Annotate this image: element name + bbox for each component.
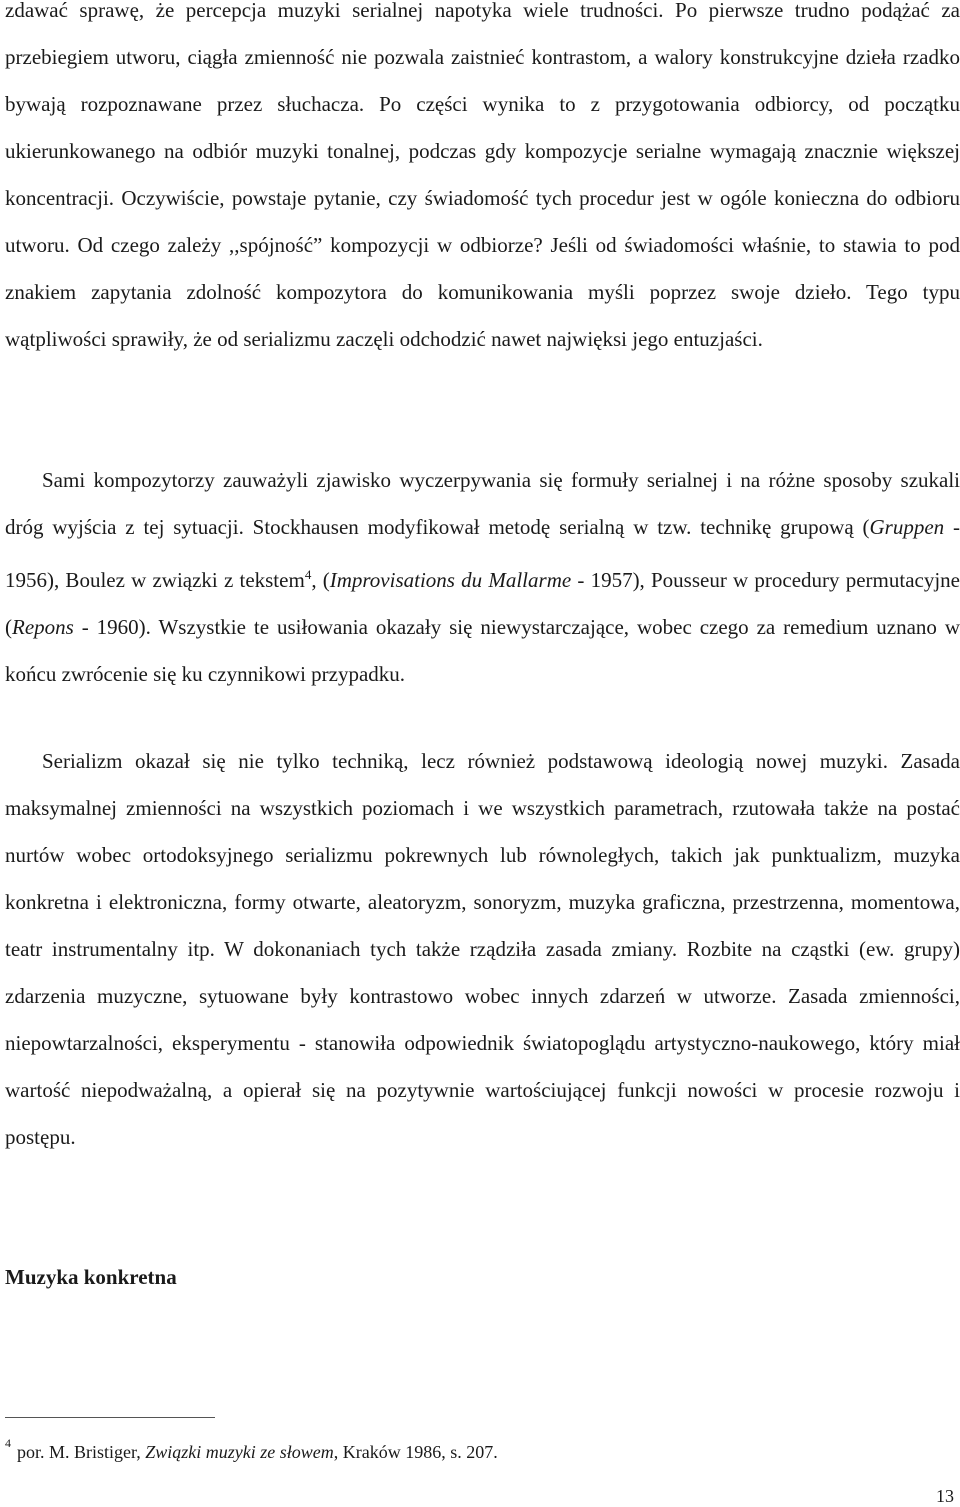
page-number: 13 <box>936 1486 954 1506</box>
body-paragraph-1: zdawać sprawę, że percepcja muzyki serialnej napotyka wiele trudności. Po pierwsze trudno podążać za przebiegiem utworu, ciągła zmienność nie pozwala zaistnieć kontrastom, a walory konstrukcyjne dzieła rzadko bywają rozpoznawane przez słuchacza. Po części wynika to z przygotowania odbiorcy, od początku ukierunkowanego na odbiór muzyki tonalnej, podczas gdy kompozycje serialne wymagają znacznie większej koncentracji. Oczywiście, powstaje pytanie, czy świadomość tych procedur jest w ogóle konieczna do odbioru utworu. Od czego zależy ,,spójność” kompozycji w odbiorze? Jeśli od świadomości właśnie, to stawia to pod znakiem zapytania zdolność kompozytora do komunikowania myśli poprzez swoje dzieło. Tego typu wątpliwości sprawiły, że od serializmu zaczęli odchodzić nawet najwięksi jego entuzjaści. <box>5 0 960 351</box>
footnote-prefix: por. M. Bristiger, <box>17 1442 146 1462</box>
body-paragraph-2 <box>5 457 960 698</box>
footnote-reference: 4 <box>304 567 312 582</box>
work-title-improvisations: Improvisations du Mallarme <box>329 568 572 592</box>
footnote-suffix: , Kraków 1986, s. 207. <box>333 1442 498 1462</box>
footnote-book-title: Związki muzyki ze słowem <box>145 1442 334 1462</box>
paragraph-2-text-a: Sami kompozytorzy zauważyli zjawisko wyczerpywania się formuły serialnej i na różne sposoby szukali dróg wyjścia z tej sytuacji. Stockhausen modyfikował metodę serialną w tzw. technikę grupową ( <box>5 468 960 539</box>
work-title-gruppen: Gruppen <box>869 515 945 539</box>
section-heading: Muzyka konkretna <box>5 1265 177 1289</box>
body-paragraph-3: Serializm okazał się nie tylko techniką, lecz również podstawową ideologią nowej muzyki. Zasada maksymalnej zmienności na wszystkich poziomach i we wszystkich parametrach, rzutowała także na postać nurtów wobec ortodoksyjnego serializmu pokrewnych lub równoległych, takich jak punktualizm, muzyka konkretna i elektroniczna, formy otwarte, aleatoryzm, sonoryzm, muzyka graficzna, przestrzenna, momentowa, teatr instrumentalny itp. W dokonaniach tych także rządziła zasada zmiany. Rozbite na cząstki (ew. grupy) zdarzenia muzyczne, sytuowane były kontrastowo wobec innych zdarzeń w utworze. Zasada zmienności, niepowtarzalności, eksperymentu - stanowiła odpowiednik światopoglądu artystyczno-naukowego, który miał wartość niepodważalną, a opierał się na pozytywnie wartościującej funkcji nowości w procesie rozwoju i postępu. <box>5 749 960 1149</box>
footnote-divider <box>5 1417 215 1418</box>
paragraph-2-text-d: - 1957), Pousseur w procedury permutacyjne ( <box>5 568 960 639</box>
footnote <box>5 1436 498 1463</box>
footnote-mark: 4 <box>5 1436 11 1450</box>
work-title-repons: Repons <box>12 615 74 639</box>
paragraph-2-text-b: - 1956), Boulez w związki z tekstem <box>5 515 960 592</box>
paragraph-2-text-e: - 1960). Wszystkie te usiłowania okazały się niewystarczające, wobec czego za remedium uznano w końcu zwrócenie się ku czynnikowi przypadku. <box>5 615 960 686</box>
paragraph-2-text-c: , ( <box>311 568 330 592</box>
